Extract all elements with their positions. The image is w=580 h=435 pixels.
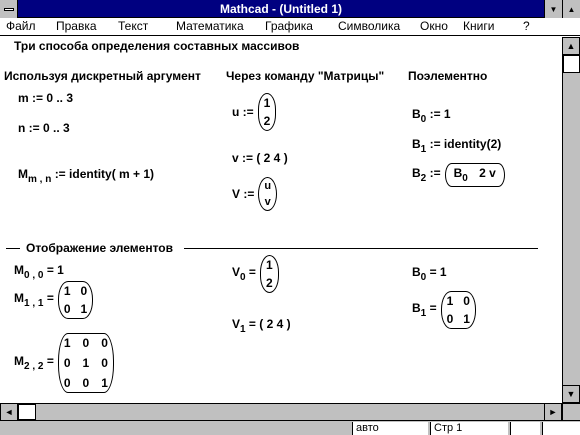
B1-def-name: B <box>412 137 421 151</box>
B1-definition[interactable] <box>412 137 501 157</box>
M11-cell: 1 <box>80 302 88 316</box>
B2-def-assign: := <box>429 166 441 180</box>
M11-matrix <box>58 281 93 319</box>
scrollbar-corner <box>562 403 580 420</box>
menu-text[interactable]: Текст <box>118 19 149 33</box>
scroll-left-icon: ◄ <box>4 406 14 417</box>
menu-books[interactable]: Книги <box>463 19 495 33</box>
scroll-right-icon: ► <box>548 406 558 417</box>
B1r-matrix <box>441 291 476 329</box>
scroll-down-icon: ▼ <box>566 388 576 399</box>
M11-cell: 0 <box>63 302 71 316</box>
V0-label <box>232 265 256 283</box>
B1r-sub: 1 <box>420 308 427 319</box>
B2-inner-rest: 2 v <box>479 166 496 180</box>
scroll-down-button[interactable] <box>562 385 580 403</box>
M11-cell: 1 <box>63 284 71 298</box>
scroll-right-button[interactable] <box>544 403 562 421</box>
B1r-cell: 1 <box>463 312 470 326</box>
B2-row-vector <box>445 163 505 187</box>
V0-cell: 2 <box>265 276 273 290</box>
menu-math[interactable]: Математика <box>176 19 244 33</box>
horizontal-scrollbar[interactable] <box>0 403 562 420</box>
M22-cell: 1 <box>101 376 108 390</box>
vertical-scrollbar[interactable] <box>562 37 580 403</box>
V0-vector <box>260 255 279 293</box>
scroll-up-icon: ▲ <box>566 40 576 51</box>
M22-cell: 1 <box>82 356 90 370</box>
status-mode: авто <box>352 422 428 435</box>
section-rule-right <box>184 248 538 249</box>
V0-sub: 0 <box>240 272 246 283</box>
m-range-definition[interactable]: m := 0 .. 3 <box>18 91 74 105</box>
M-def-sub: m , n <box>28 174 52 185</box>
B1r-eq: = <box>429 301 437 315</box>
V1-sub: 1 <box>240 324 246 335</box>
M22-cell: 1 <box>63 336 71 350</box>
M22-sub: 2 , 2 <box>24 361 44 372</box>
maximize-button[interactable] <box>562 0 580 18</box>
u-definition[interactable] <box>232 93 276 131</box>
section-title: Отображение элементов <box>26 241 173 255</box>
M-definition[interactable] <box>18 167 154 187</box>
M22-eq: = <box>46 354 54 368</box>
menu-help[interactable]: ? <box>523 19 530 33</box>
B0-def-rhs: := 1 <box>429 107 451 121</box>
M00-name: M <box>14 263 24 277</box>
menu-bar <box>0 18 580 36</box>
B2-def-name: B <box>412 166 421 180</box>
status-page: Стр 1 <box>430 422 508 435</box>
B0-def-name: B <box>412 107 421 121</box>
M11-result[interactable] <box>14 281 93 319</box>
V0-cell: 1 <box>265 258 273 272</box>
u-cell: 1 <box>263 96 271 110</box>
u-def-label: u := <box>232 105 254 119</box>
B0r-sub: 0 <box>420 272 427 283</box>
M11-label <box>14 291 54 309</box>
M00-rhs: = 1 <box>46 263 64 277</box>
M00-result[interactable] <box>14 263 64 283</box>
V1-result[interactable] <box>232 317 291 337</box>
status-bar <box>0 420 580 435</box>
B0-def-sub: 0 <box>420 114 427 125</box>
status-field-empty <box>510 422 540 435</box>
V-vector <box>258 177 277 211</box>
M22-cell: 0 <box>101 356 108 370</box>
status-field-empty <box>542 422 580 435</box>
M22-cell: 0 <box>82 336 90 350</box>
menu-file[interactable]: Файл <box>6 19 36 33</box>
B0r-rhs: = 1 <box>429 265 447 279</box>
B1r-cell: 0 <box>463 294 470 308</box>
M22-cell: 0 <box>63 376 71 390</box>
col2-title: Через команду "Матрицы" <box>226 69 385 83</box>
M00-sub: 0 , 0 <box>24 270 44 281</box>
B1-result[interactable] <box>412 291 476 329</box>
menu-window[interactable]: Окно <box>420 19 448 33</box>
M11-name: M <box>14 291 24 305</box>
M22-cell: 0 <box>101 336 108 350</box>
B2-inner-name: B <box>453 166 463 180</box>
V-def-label: V := <box>232 187 255 201</box>
menu-graphics[interactable]: Графика <box>265 19 313 33</box>
B1r-cell: 1 <box>446 294 454 308</box>
M11-cell: 0 <box>80 284 88 298</box>
vertical-scroll-thumb[interactable] <box>563 55 580 73</box>
B0-definition[interactable] <box>412 107 451 127</box>
B2-inner-sub: 0 <box>462 173 468 184</box>
system-menu-button[interactable] <box>0 0 18 18</box>
M-def-name: M <box>18 167 28 181</box>
M11-eq: = <box>46 291 54 305</box>
worksheet-heading: Три способа определения составных массивов <box>14 39 300 53</box>
v-definition[interactable]: v := ( 2 4 ) <box>232 151 288 165</box>
V1-name: V <box>232 317 241 331</box>
M22-label <box>14 354 54 372</box>
M22-result[interactable] <box>14 333 114 393</box>
system-menu-icon <box>4 8 14 11</box>
u-cell: 2 <box>263 114 271 128</box>
u-vector <box>258 93 277 131</box>
M22-cell: 0 <box>82 376 90 390</box>
M11-sub: 1 , 1 <box>24 298 44 309</box>
title-bar <box>0 0 580 18</box>
menu-symbolics[interactable]: Символика <box>338 19 401 33</box>
V-cell: u <box>264 180 272 192</box>
V0-eq: = <box>248 265 256 279</box>
B0-result[interactable] <box>412 265 447 285</box>
B1-def-rhs: := identity(2) <box>429 137 502 151</box>
M22-matrix <box>58 333 114 393</box>
scroll-up-button[interactable] <box>562 37 580 55</box>
minimize-button[interactable] <box>544 0 562 18</box>
V0-result[interactable] <box>232 255 279 293</box>
M22-cell: 0 <box>63 356 71 370</box>
B2-definition[interactable] <box>412 163 505 187</box>
horizontal-scroll-thumb[interactable] <box>18 404 36 420</box>
V-cell: v <box>264 196 271 208</box>
B1r-name: B <box>412 301 421 315</box>
minimize-icon: ▼ <box>549 4 558 14</box>
n-range-definition[interactable]: n := 0 .. 3 <box>18 121 70 135</box>
B0r-name: B <box>412 265 421 279</box>
M22-name: M <box>14 354 24 368</box>
B2-def-label <box>412 166 441 184</box>
V1-rhs: = ( 2 4 ) <box>248 317 291 331</box>
section-rule-left <box>6 248 20 249</box>
window-title: Mathcad - (Untitled 1) <box>220 2 342 16</box>
scroll-left-button[interactable] <box>0 403 18 421</box>
menu-edit[interactable]: Правка <box>56 19 97 33</box>
B1-def-sub: 1 <box>420 144 427 155</box>
B1r-cell: 0 <box>446 312 454 326</box>
maximize-icon: ▲ <box>567 4 576 14</box>
col3-title: Поэлементно <box>408 69 488 83</box>
worksheet[interactable] <box>0 37 562 403</box>
V0-name: V <box>232 265 241 279</box>
B2-def-sub: 2 <box>420 173 427 184</box>
V-definition[interactable] <box>232 177 277 211</box>
col1-title: Используя дискретный аргумент <box>4 69 201 83</box>
B1r-label <box>412 301 437 319</box>
M-def-rhs: := identity( m + 1) <box>54 167 155 181</box>
